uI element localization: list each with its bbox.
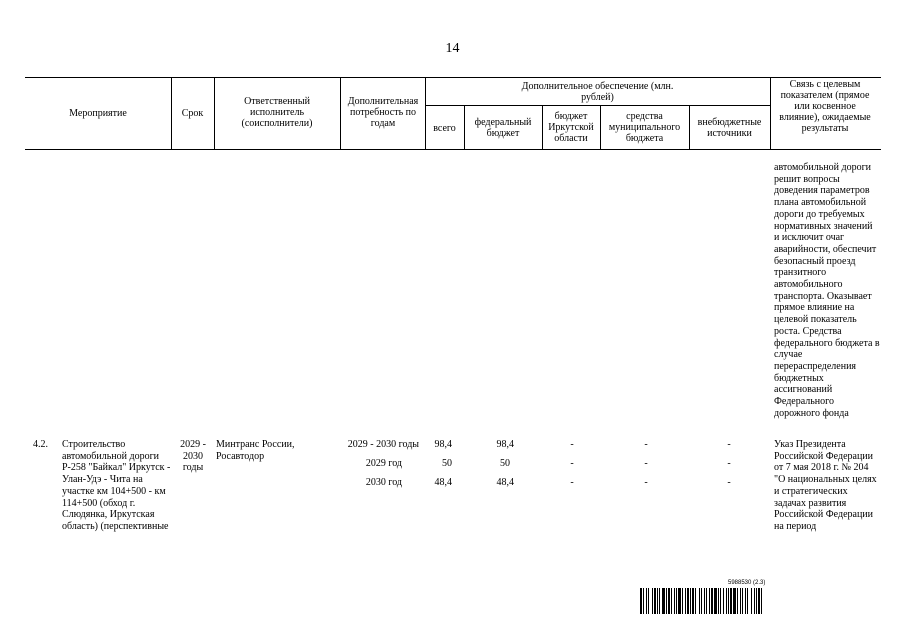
- barcode-bar: [714, 588, 717, 614]
- barcode-bar: [668, 588, 670, 614]
- row-link: Указ Президента Российской Федерации от 7 мая 2018 г. № 204 "О национальных целях и стратегических задачах развития Российской Федерации на период: [774, 439, 877, 532]
- barcode-bar: [709, 588, 710, 614]
- period-municipal: -: [644, 477, 648, 488]
- period-label: 2030 год: [365, 477, 402, 488]
- barcode-bar: [704, 588, 705, 614]
- barcode-bar: [682, 588, 683, 614]
- barcode-bar: [730, 588, 732, 614]
- barcode-bar: [646, 588, 647, 614]
- barcode-bar: [690, 588, 691, 614]
- barcode-bar: [720, 588, 721, 614]
- barcode-bar: [648, 588, 649, 614]
- period-federal: 48,4: [496, 477, 514, 488]
- period-total: 98,4: [434, 439, 452, 450]
- period-total: 50: [442, 458, 452, 469]
- barcode-bar: [754, 588, 755, 614]
- period-federal: 50: [500, 458, 510, 469]
- header-federal: федеральный бюджет: [474, 117, 532, 139]
- header-total: всего: [433, 123, 456, 134]
- period-municipal: -: [644, 458, 648, 469]
- header-link: Связь с целевым показателем (прямое или косвенное влияние), ожидаемые результаты: [779, 79, 871, 134]
- barcode-bar: [740, 588, 741, 614]
- barcode-bar: [652, 588, 653, 614]
- barcode-bar: [711, 588, 713, 614]
- barcode-bar: [659, 588, 660, 614]
- barcode-bar: [699, 588, 700, 614]
- barcode-bar: [695, 588, 696, 614]
- period-total: 48,4: [434, 477, 452, 488]
- header-responsible: Ответственный исполнитель (соисполнители): [241, 96, 313, 129]
- row-term: 2029 - 2030 годы: [180, 439, 206, 474]
- period-municipal: -: [644, 439, 648, 450]
- period-regional: -: [570, 477, 574, 488]
- period-regional: -: [570, 458, 574, 469]
- header-regional: бюджет Иркутской области: [548, 111, 594, 144]
- barcode-bar: [640, 588, 642, 614]
- header-measure: Мероприятие: [69, 108, 127, 119]
- barcode-bar: [726, 588, 727, 614]
- barcode-bar: [733, 588, 736, 614]
- continuation-text: автомобильной дороги решит вопросы доведения параметров плана автомобильной дороги до требуемых нормативных значений и исключит очаг аварийности, обеспечит безопасный проезд транзитного автомобильного транспорта. Оказывает прямое влияние на целевой показатель роста. Средства федерального бюджета в случае перераспределения бюджетных ассигнований Федерального дорожного фонда: [774, 162, 880, 419]
- barcode-bar: [718, 588, 719, 614]
- barcode-bar: [692, 588, 694, 614]
- barcode-bar: [751, 588, 752, 614]
- period-extrabudget: -: [727, 439, 731, 450]
- barcode-bar: [737, 588, 738, 614]
- barcode-label: 5988530 (2.3): [728, 580, 766, 586]
- barcode-bar: [674, 588, 675, 614]
- period-extrabudget: -: [727, 458, 731, 469]
- barcode-bar: [687, 588, 689, 614]
- period-extrabudget: -: [727, 477, 731, 488]
- barcode-bar: [745, 588, 746, 614]
- barcode-bar: [666, 588, 667, 614]
- barcode-bar: [761, 588, 762, 614]
- period-regional: -: [570, 439, 574, 450]
- barcode-bar: [654, 588, 656, 614]
- barcode-bar: [728, 588, 729, 614]
- header-need: Дополнительная потребность по годам: [347, 96, 419, 129]
- barcode-bar: [678, 588, 681, 614]
- barcode-image: [640, 588, 858, 614]
- barcode-bar: [758, 588, 760, 614]
- barcode-bar: [643, 588, 644, 614]
- header-term: Срок: [181, 108, 204, 119]
- header-extrabudget: внебюджетные источники: [697, 117, 762, 139]
- page-number: 14: [445, 41, 460, 56]
- period-federal: 98,4: [496, 439, 514, 450]
- barcode-bar: [706, 588, 707, 614]
- barcode-bar: [685, 588, 686, 614]
- header-municipal: средства муниципального бюджета: [608, 111, 681, 144]
- barcode-bar: [657, 588, 658, 614]
- barcode-bar: [662, 588, 665, 614]
- barcode-bar: [756, 588, 757, 614]
- period-label: 2029 - 2030 годы: [347, 439, 419, 450]
- period-label: 2029 год: [365, 458, 402, 469]
- row-number: 4.2.: [33, 439, 48, 450]
- barcode-bar: [723, 588, 724, 614]
- header-funding-group: Дополнительное обеспечение (млн. рублей): [521, 81, 674, 103]
- barcode-bar: [701, 588, 702, 614]
- row-responsible: Минтранс России, Росавтодор: [216, 439, 295, 462]
- barcode-bar: [671, 588, 672, 614]
- barcode-bar: [742, 588, 743, 614]
- row-measure: Строительство автомобильной дороги Р-258 "Байкал" Иркутск - Улан-Удэ - Чита на участке км 104+500 - км 114+500 (обход г. Слюдянка, Иркутская область) (перспективные: [62, 439, 171, 532]
- barcode-bar: [676, 588, 677, 614]
- barcode-bar: [747, 588, 748, 614]
